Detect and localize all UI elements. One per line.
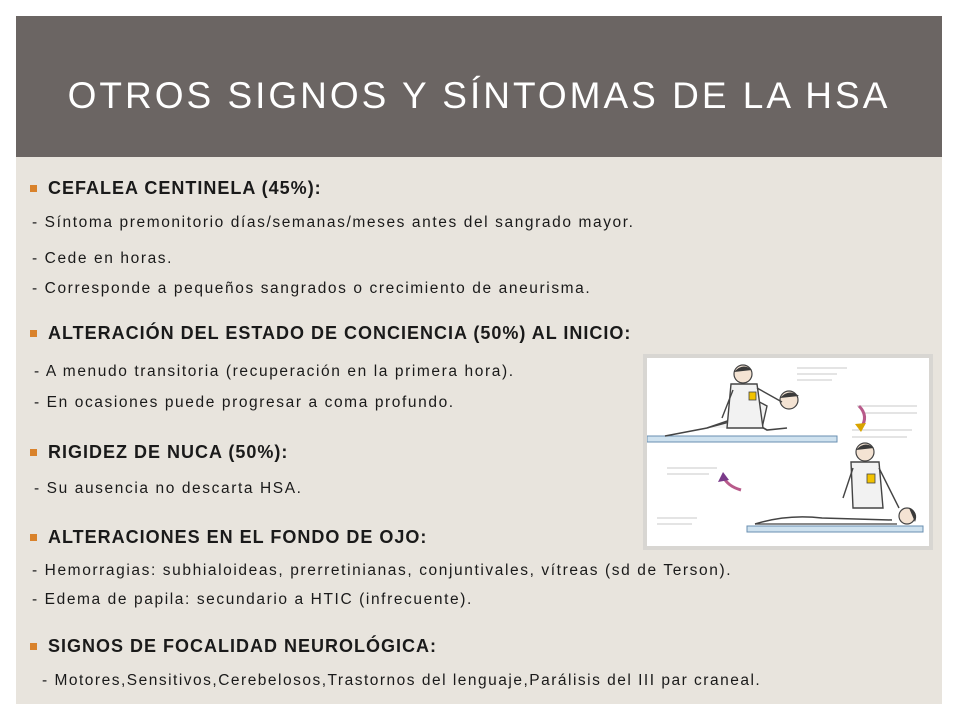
section-heading: ALTERACIONES EN EL FONDO DE OJO: [48, 527, 428, 547]
neck-stiffness-illustration [643, 354, 933, 550]
section-heading: SIGNOS DE FOCALIDAD NEUROLÓGICA: [48, 636, 438, 656]
section-line: - A menudo transitoria (recuperación en la primera hora). [34, 363, 515, 380]
section-rigidez [30, 442, 288, 463]
section-line: - Corresponde a pequeños sangrados o crecimiento de aneurisma. [32, 280, 592, 297]
section-fondo-ojo [30, 527, 427, 548]
section-line: - Motores,Sensitivos,Cerebelosos,Trastornos del lenguaje,Parálisis del III par craneal. [42, 672, 762, 689]
section-focalidad [30, 636, 437, 657]
section-line: - Su ausencia no descarta HSA. [34, 480, 303, 497]
bullet-icon [30, 643, 37, 650]
bullet-icon [30, 449, 37, 456]
section-cefalea [30, 178, 322, 199]
bullet-icon [30, 534, 37, 541]
illustration-drawing [647, 358, 929, 546]
section-heading: CEFALEA CENTINELA (45%): [48, 178, 322, 198]
section-line: - Edema de papila: secundario a HTIC (infrecuente). [32, 591, 473, 608]
section-line: - En ocasiones puede progresar a coma profundo. [34, 394, 455, 411]
section-conciencia [30, 323, 631, 344]
bullet-icon [30, 330, 37, 337]
title-bar [16, 16, 942, 157]
section-heading: ALTERACIÓN DEL ESTADO DE CONCIENCIA (50%) AL INICIO: [48, 323, 632, 343]
slide-title: OTROS SIGNOS Y SÍNTOMAS DE LA HSA [67, 74, 891, 116]
section-line: - Cede en horas. [32, 250, 174, 267]
section-line: - Hemorragias: subhialoideas, prerretinianas, conjuntivales, vítreas (sd de Terson). [32, 562, 733, 579]
section-line: - Síntoma premonitorio días/semanas/meses antes del sangrado mayor. [32, 214, 635, 231]
bullet-icon [30, 185, 37, 192]
section-heading: RIGIDEZ DE NUCA (50%): [48, 442, 289, 462]
